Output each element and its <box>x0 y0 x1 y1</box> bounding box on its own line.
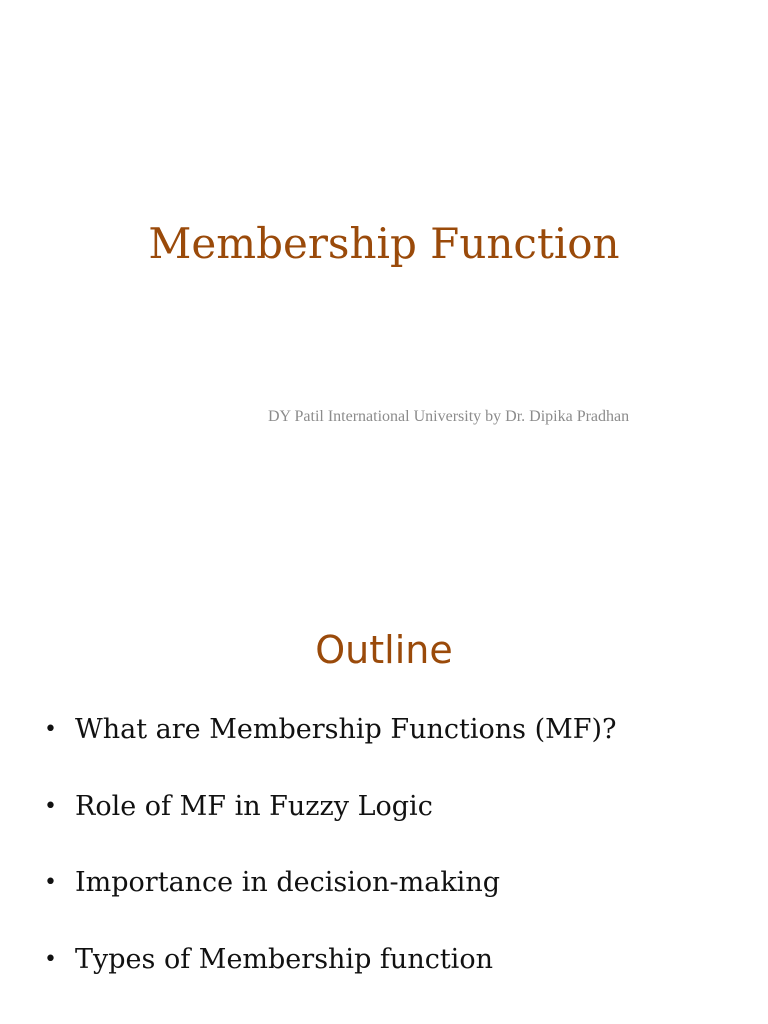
bullet-icon: • <box>44 946 57 972</box>
list-item <box>44 938 617 1015</box>
bullet-icon: • <box>44 793 57 819</box>
bullet-icon: • <box>44 717 57 742</box>
list-item-text: Importance in decision-making <box>75 867 500 898</box>
list-item <box>44 861 617 938</box>
outline-list <box>44 708 617 1014</box>
slide-title: Membership Function <box>148 219 620 268</box>
list-item-text: Types of Membership function <box>75 943 493 975</box>
list-item-text: What are Membership Functions (MF)? <box>75 714 617 745</box>
bullet-icon: • <box>44 870 57 895</box>
list-item-text: Role of MF in Fuzzy Logic <box>75 790 433 822</box>
list-item <box>44 785 617 862</box>
list-item <box>44 708 617 785</box>
outline-title: Outline <box>315 628 453 672</box>
slide-subtitle: DY Patil International University by Dr. Dipika Pradhan <box>268 408 630 425</box>
